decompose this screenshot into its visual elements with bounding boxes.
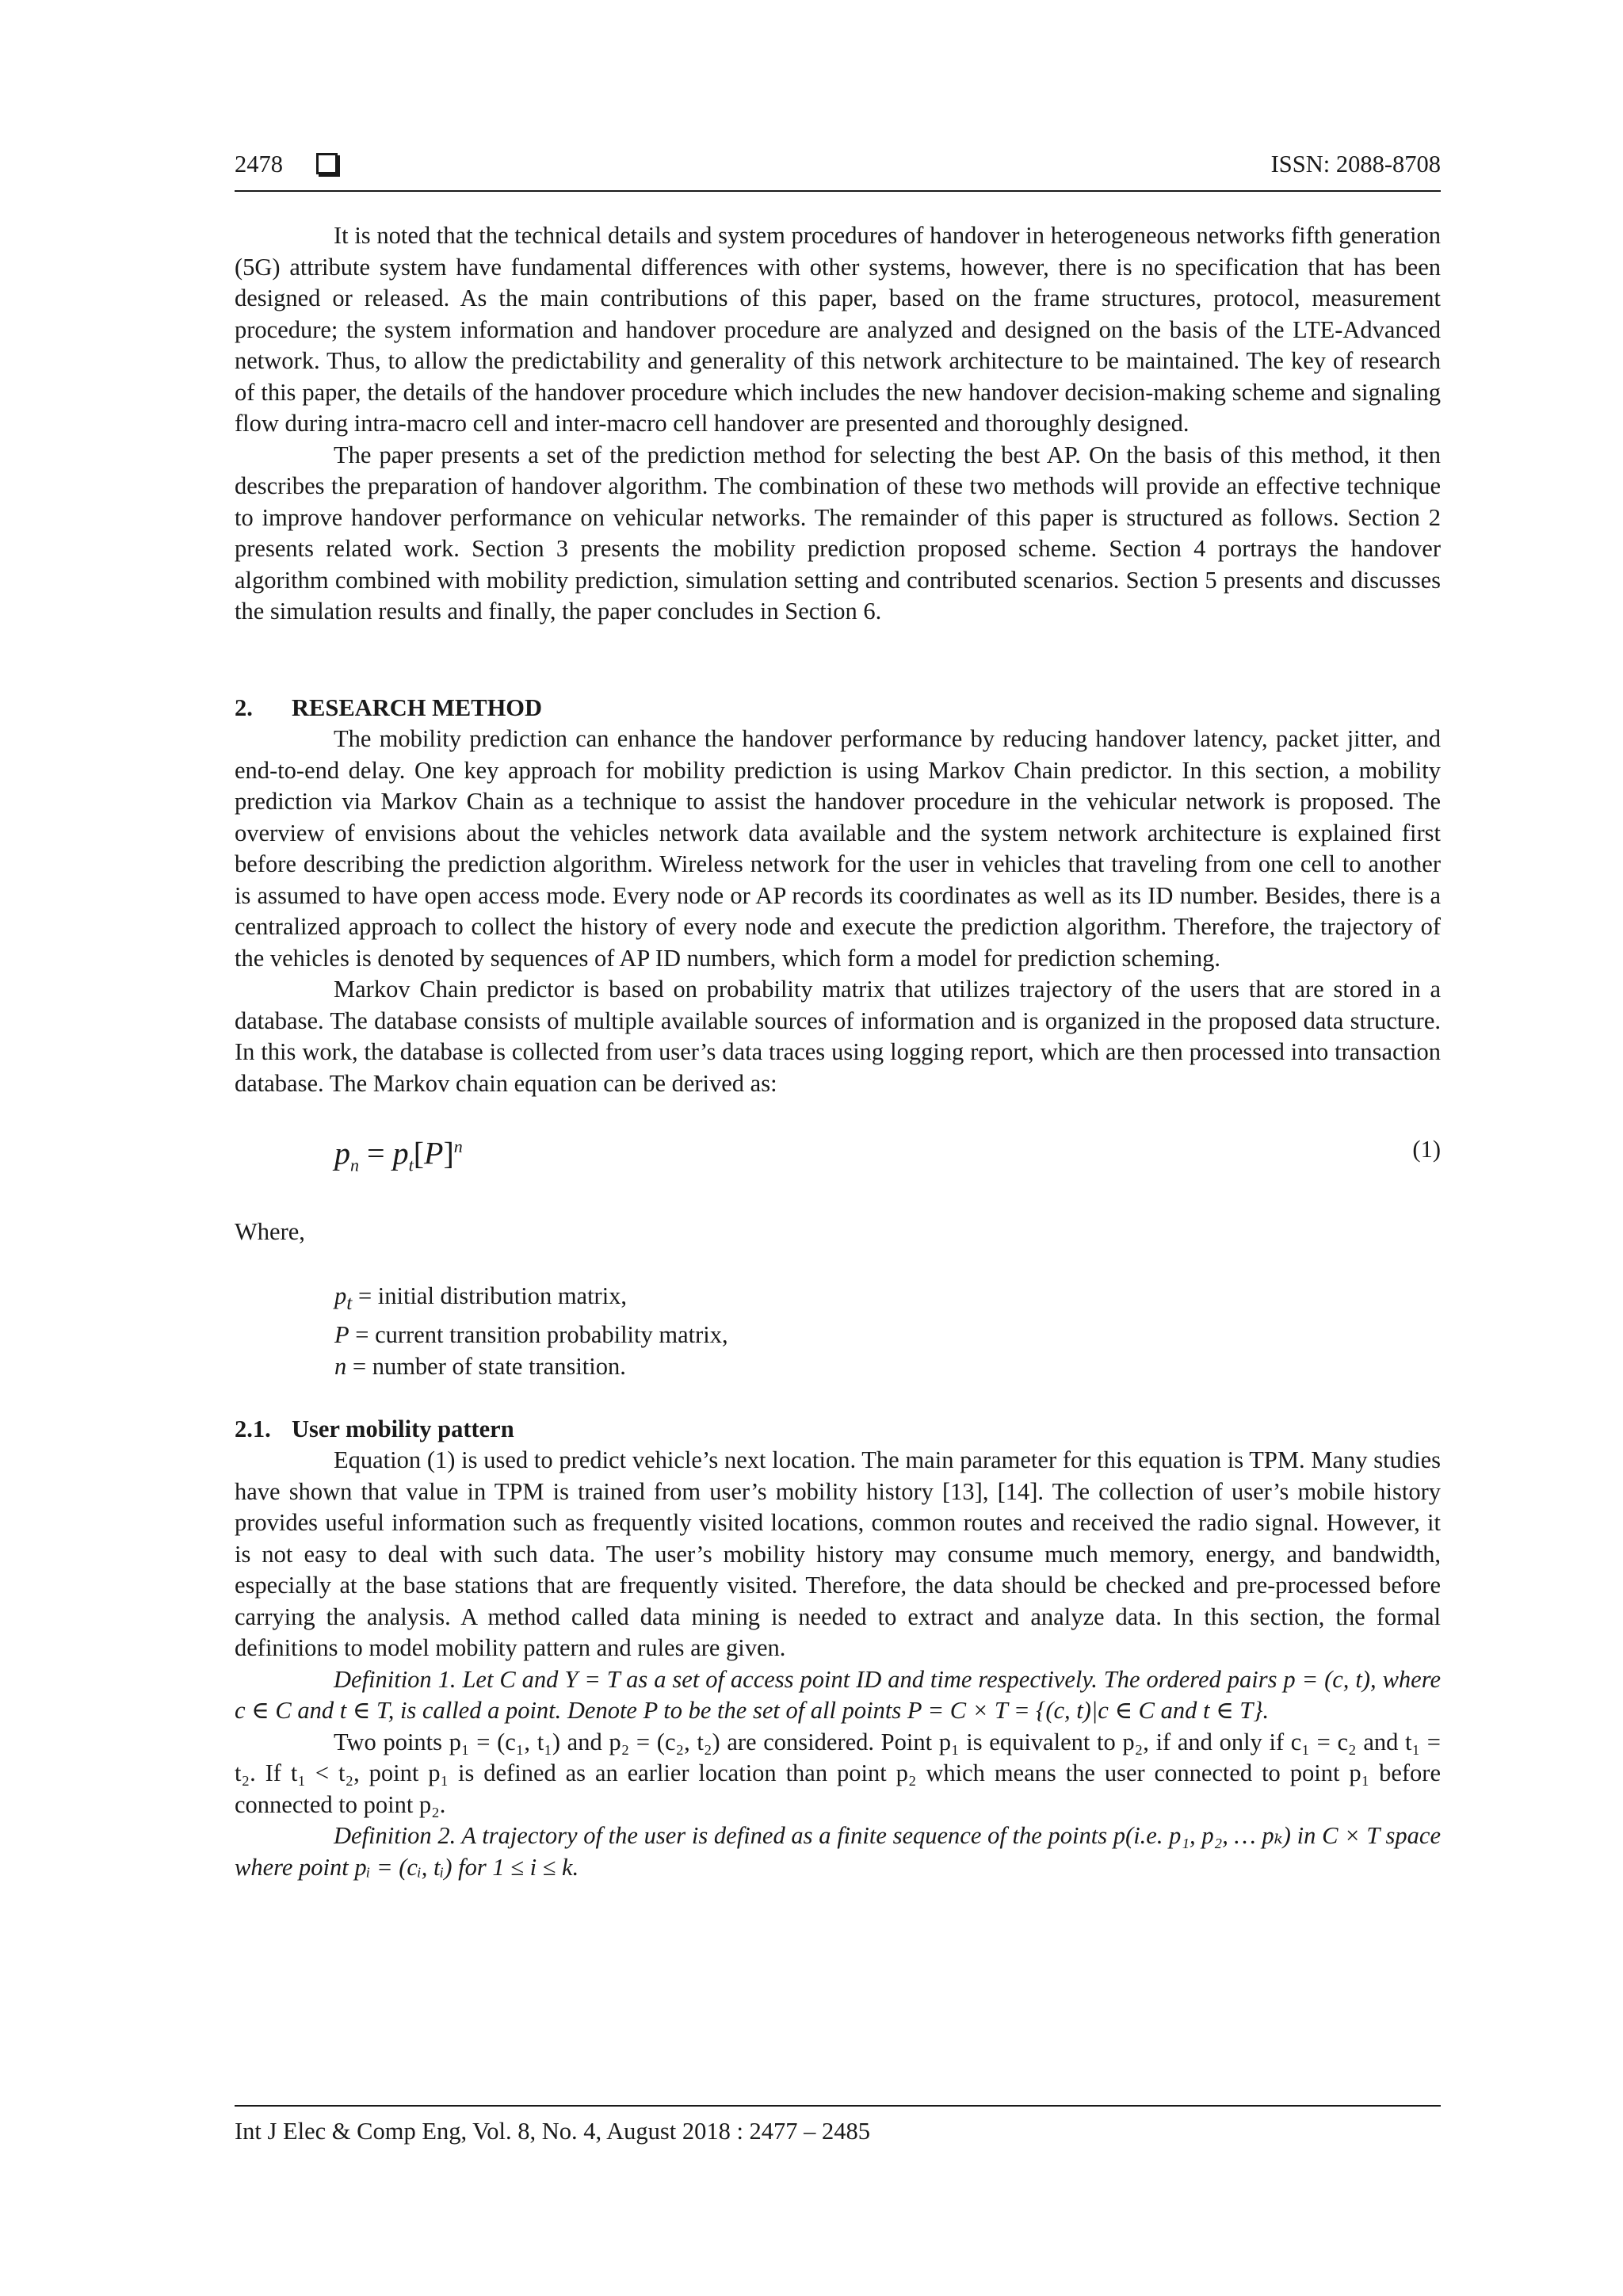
issn-label: ISSN: 2088-8708 (1270, 151, 1441, 178)
variable-item: n = number of state transition. (334, 1352, 626, 1380)
subsection-paragraph: Equation (1) is used to predict vehicle’s next location. The main parameter for this equation is TPM. Many studies have shown that value in TPM is trained from user’s mobility history [13], [14]. The collection of user’s mobile history provides useful information such as frequently visited locations, common routes and received the radio signal. However, it is not easy to deal with such data. The user’s mobility history may consume much memory, energy, and bandwidth, especially at the base stations that are frequently visited. Therefore, the data should be checked and pre-processed before carrying the analysis. A method called data mining is needed to extract and analyze data. In this section, the formal definitions to model mobility pattern and rules are given. (235, 1446, 1441, 1662)
definition-1: Definition 1. Let C and Y = T as a set of access point ID and time respectively. The ordered pairs p = (c, t), where c ∈ C and t ∈ T, is called a point. Denote P to be the set of all points P = C × T = {(c, t)|c ∈ C and t ∈ T}. (235, 1665, 1441, 1725)
section-title: RESEARCH METHOD (292, 693, 543, 721)
page-header (235, 149, 1441, 181)
points-paragraph: Two points p₁ = (c₁, t₁) and p₂ = (c₂, t₂) are considered. Point p₁ is equivalent to p₂, if and only if c₁ = c₂ and t₁ = t₂. If t₁ < t₂, point p₁ is defined as an earlier location than point p₂ which means the user connected to point p₁ before connected to point p₂. (235, 1728, 1441, 1818)
subsection-heading (235, 1414, 1441, 1446)
checkbox-square-icon (316, 153, 338, 174)
footer-citation: Int J Elec & Comp Eng, Vol. 8, No. 4, August 2018 : 2477 – 2485 (235, 2118, 871, 2145)
variable-item: $p_t$ = initial distribution matrix, (334, 1282, 628, 1314)
header-rule (235, 190, 1441, 192)
page-footer (235, 2105, 1441, 2148)
header-left (235, 149, 338, 181)
section-paragraph-2: Markov Chain predictor is based on probability matrix that utilizes trajectory of the users that are stored in a database. The database consists of multiple available sources of information and is organized in the proposed data structure. In this work, the database is collected from user’s data traces using logging report, which are then processed into transaction database. The Markov chain equation can be derived as: (235, 976, 1441, 1097)
page-number: 2478 (235, 151, 283, 178)
subsection-number: 2.1. (235, 1415, 271, 1442)
variable-list (235, 1280, 1441, 1382)
intro-paragraph-2: The paper presents a set of the prediction method for selecting the best AP. On the basis of this method, it then describes the preparation of handover algorithm. The combination of these two methods will provide an effective technique to improve handover performance on vehicular networks. The remainder of this paper is structured as follows. Section 2 presents related work. Section 3 presents the mobility prediction proposed scheme. Section 4 portrays the handover algorithm combined with mobility prediction, simulation setting and contributed scenarios. Section 5 presents and discusses the simulation results and finally, the paper concludes in Section 6. (235, 441, 1441, 625)
subsection-title: User mobility pattern (292, 1415, 514, 1442)
footer-rule (235, 2105, 1441, 2107)
section-heading (235, 693, 1441, 724)
where-label: Where, (235, 1218, 305, 1245)
markov-equation (235, 1123, 1441, 1179)
page-content (235, 149, 1441, 1883)
intro-paragraph-1: It is noted that the technical details and system procedures of handover in heterogeneous networks fifth generation (5G) attribute system have fundamental differences with other systems, however, there is no specification that has been designed or released. As the main contributions of this paper, based on the frame structures, protocol, measurement procedure; the system information and handover procedure are analyzed and designed on the basis of the LTE-Advanced network. Thus, to allow the predictability and generality of this network architecture to be maintained. The key of research of this paper, the details of the handover procedure which includes the new handover decision-making scheme and signaling flow during intra-macro cell and inter-macro cell handover are presented and thoroughly designed. (235, 222, 1441, 437)
variable-item: P = current transition probability matrix, (334, 1320, 728, 1348)
definition-2: Definition 2. A trajectory of the user is defined as a finite sequence of the points p(i.e. p₁, p₂, … pₖ) in C × T space where point pᵢ = (cᵢ, tᵢ) for 1 ≤ i ≤ k. (235, 1822, 1441, 1881)
equation-expression: $p_n = p_t[P]^n$ (334, 1135, 463, 1175)
section-paragraph-1: The mobility prediction can enhance the handover performance by reducing handover latency, packet jitter, and end-to-end delay. One key approach for mobility prediction is using Markov Chain predictor. In this section, a mobility prediction via Markov Chain as a technique to assist the handover procedure in the vehicular network is proposed. The overview of envisions about the vehicles network data available and the system network architecture is explained first before describing the prediction algorithm. Wireless network for the user in vehicles that traveling from one cell to another is assumed to have open access mode. Every node or AP records its coordinates as well as its ID number. Besides, there is a centralized approach to collect the history of every node and execute the prediction algorithm. Therefore, the trajectory of the vehicles is denoted by sequences of AP ID numbers, which form a model for prediction scheming. (235, 725, 1441, 972)
section-number: 2. (235, 693, 253, 721)
equation-number: (1) (1412, 1136, 1441, 1163)
